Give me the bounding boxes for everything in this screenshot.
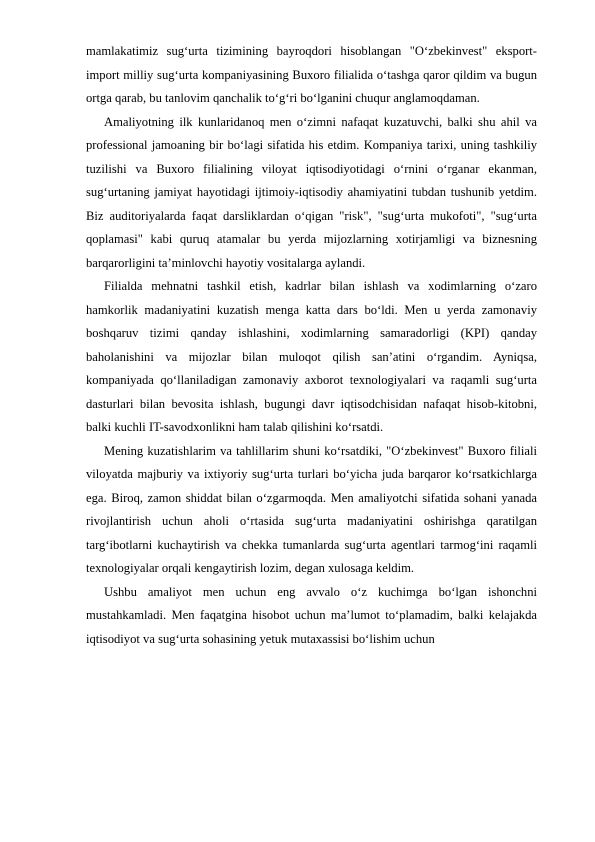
document-page [86, 40, 537, 651]
paragraph-continuation: mamlakatimiz sug‘urta tizimining bayroqdori hisoblangan "O‘zbekinvest" eksport-import milliy sug‘urta kompaniyasining Buxoro filialida o‘tashga qaror qildim va bugun ortga qarab, bu tanlovim qanchalik to‘g‘ri bo‘lganini chuqur anglamoqdaman. [86, 44, 537, 105]
paragraph-observations: Mening kuzatishlarim va tahlillarim shuni ko‘rsatdiki, "O‘zbekinvest" Buxoro filiali viloyatda majburiy va ixtiyoriy sug‘urta turlari bo‘yicha juda barqaror ko‘rsatkichlarga ega. Biroq, zamon shiddat bilan o‘zgarmoqda. Men amaliyotchi sifatida sohani yanada rivojlantirish uchun aholi o‘rtasida sug‘urta madaniyatini oshirishga qaratilgan targ‘ibotlarni kuchaytirish va chekka tumanlarda sug‘urta agentlari tarmog‘ini raqamli texnologiyalar orqali kengaytirish lozim, degan xulosaga keldim. [86, 443, 537, 575]
paragraph-branch-work: Filialda mehnatni tashkil etish, kadrlar bilan ishlash va xodimlarning o‘zaro hamkorlik madaniyatini kuzatish menga katta dars bo‘ldi. Men u yerda zamonaviy boshqaruv tizimi qanday ishlashini, xodimlarning samaradorligi (KPI) qanday baholanishini va mijozlar bilan muloqot qilish san’atini o‘rgandim. Ayniqsa, kompaniyada qo‘llaniladigan zamonaviy axborot texnologiyalari va raqamli sug‘urta dasturlari bilan bevosita ishlash, bugungi davr iqtisodchisidan nafaqat hisob-kitobni, balki kuchli IT-savodxonlikni ham talab qilishini ko‘rsatdi. [86, 279, 537, 434]
paragraph-first-days: Amaliyotning ilk kunlaridanoq men o‘zimni nafaqat kuzatuvchi, balki shu ahil va professional jamoaning bir bo‘lagi sifatida his etdim. Kompaniya tarixi, uning tashkiliy tuzilishi va Buxoro filialining viloyat iqtisodiyotidagi o‘rnini o‘rganar ekanman, sug‘urtaning jamiyat hayotidagi ijtimoiy-iqtisodiy ahamiyatini tubdan tushunib yetdim. Biz auditoriyalarda faqat darsliklardan o‘qigan "risk", "sug‘urta mukofoti", "sug‘urta qoplamasi" kabi quruq atamalar bu yerda mijozlarning xotirjamligi va biznesning barqarorligini ta’minlovchi hayotiy vositalarga aylandi. [86, 114, 537, 270]
paragraph-conclusion: Ushbu amaliyot men uchun eng avvalo o‘z kuchimga bo‘lgan ishonchni mustahkamladi. Men faqatgina hisobot uchun ma’lumot to‘plamadim, balki kelajakda iqtisodiyot va sug‘urta sohasining yetuk mutaxassisi bo‘lishim uchun [86, 584, 537, 646]
